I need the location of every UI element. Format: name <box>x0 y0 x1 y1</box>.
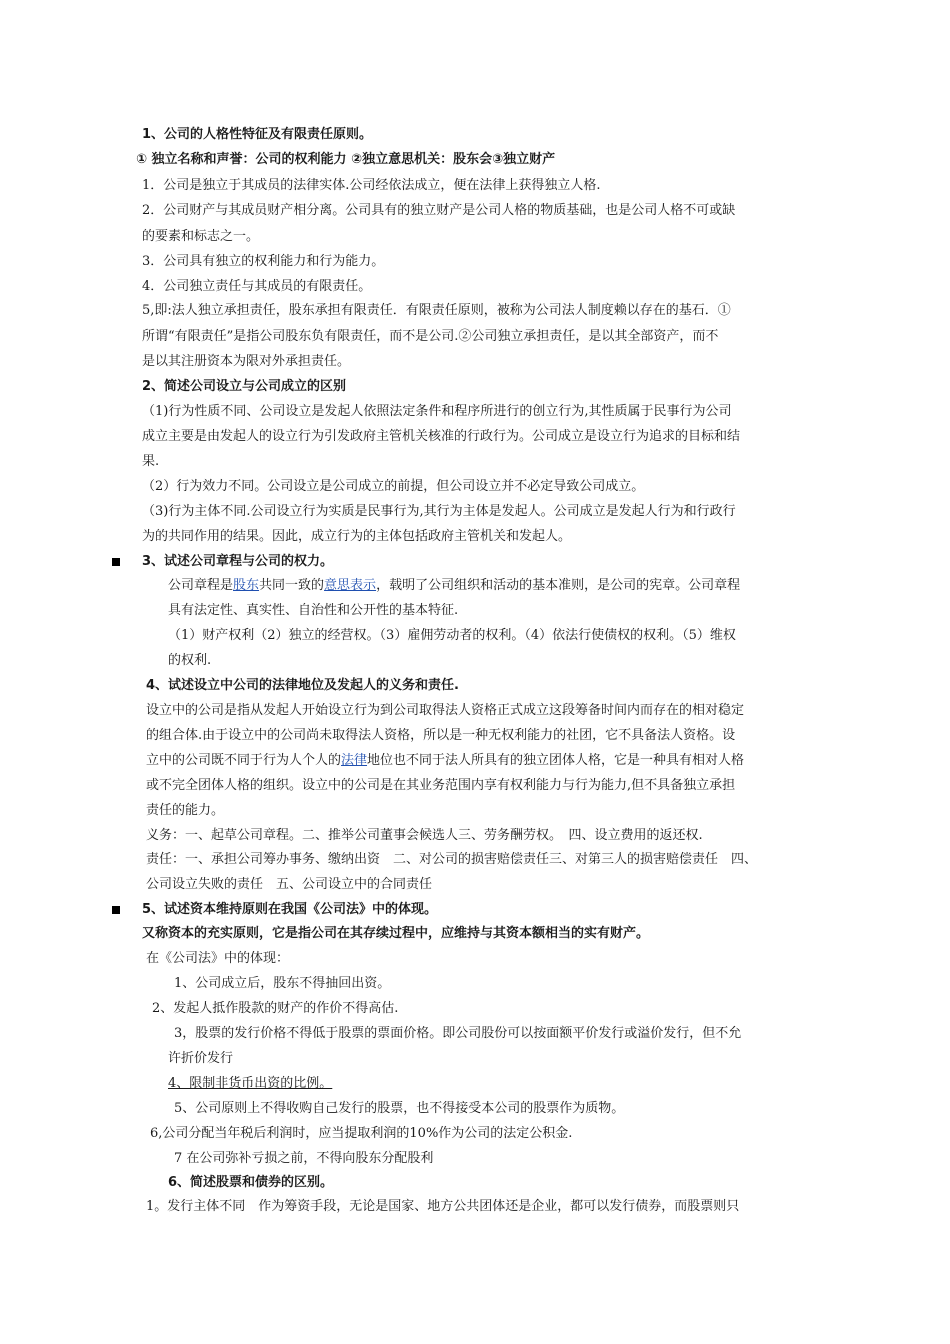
section-4-title: 4、试述设立中公司的法律地位及发起人的义务和责任. <box>146 678 459 693</box>
list-item: 6,公司分配当年税后利润时，应当提取利润的10%作为公司的法定公积金. <box>150 1126 573 1141</box>
paragraph: （1）财产权利（2）独立的经营权。（3）雇佣劳动者的权利。（4）依法行使债权的权利。（5）维权 <box>168 628 736 643</box>
paragraph: 4．公司独立责任与其成员的有限责任。 <box>142 279 372 294</box>
link-expression-of-intent[interactable]: 意思表示 <box>324 578 377 593</box>
paragraph: 或不完全团体人格的组织。设立中的公司是在其业务范围内享有权利能力与行为能力,但不具备独立承担 <box>146 778 736 793</box>
paragraph: （2）行为效力不同。公司设立是公司成立的前提，但公司设立并不必定导致公司成立。 <box>142 479 645 494</box>
list-item: 2、发起人抵作股款的财产的作价不得高估. <box>152 1001 399 1016</box>
text: 共同一致的 <box>259 578 325 593</box>
list-item: 许折价发行 <box>168 1051 234 1066</box>
paragraph: 的组合体.由于设立中的公司尚未取得法人资格，所以是一种无权利能力的社团，它不具备法人资格。设 <box>146 728 736 743</box>
section-3-title: 3、试述公司章程与公司的权力。 <box>142 554 334 569</box>
paragraph: 所谓“有限责任”是指公司股东负有限责任，而不是公司.②公司独立承担责任，是以其全部资产，而不 <box>142 329 719 344</box>
list-item: 1、公司成立后，股东不得抽回出资。 <box>174 976 391 991</box>
section-1-title: 1、公司的人格性特征及有限责任原则。 <box>142 127 373 142</box>
paragraph: 义务：一、起草公司章程。二、推举公司董事会候选人三、劳务酬劳权。 四、设立费用的返还权. <box>146 828 703 843</box>
paragraph: 的权利. <box>168 653 212 668</box>
text: 地位也不同于法人所具有的独立团体人格，它是一种具有相对人格 <box>367 753 745 768</box>
paragraph: 2．公司财产与其成员财产相分离。公司具有的独立财产是公司人格的物质基础，也是公司人格不可或缺 <box>142 203 736 218</box>
list-item: 4、限制非货币出资的比例。 <box>168 1076 333 1091</box>
paragraph: 在《公司法》中的体现： <box>146 951 290 966</box>
bullet-icon <box>112 558 120 566</box>
paragraph: 责任：一、承担公司筹办事务、缴纳出资 二、对公司的损害赔偿责任三、对第三人的损害赔偿责任 四、 <box>146 852 758 867</box>
link-law[interactable]: 法律 <box>341 753 368 768</box>
section-1-subtitle: ① 独立名称和声誉：公司的权利能力 ②独立意思机关：股东会③独立财产 <box>136 152 556 167</box>
paragraph: 5,即:法人独立承担责任，股东承担有限责任．有限责任原则，被称为公司法人制度赖以存在的基石．① <box>142 303 731 318</box>
section-5-title: 5、试述资本维持原则在我国《公司法》中的体现。 <box>142 902 438 917</box>
paragraph: 是以其注册资本为限对外承担责任。 <box>142 354 351 369</box>
paragraph: 3．公司具有独立的权利能力和行为能力。 <box>142 254 385 269</box>
paragraph: 1．公司是独立于其成员的法律实体.公司经依法成立，便在法律上获得独立人格. <box>142 178 601 193</box>
paragraph: 为的共同作用的结果。因此，成立行为的主体包括政府主管机关和发起人。 <box>142 529 572 544</box>
list-item: 7 在公司弥补亏损之前，不得向股东分配股利 <box>174 1151 434 1166</box>
bullet-icon <box>112 906 120 914</box>
link-shareholder[interactable]: 股东 <box>233 578 260 593</box>
paragraph <box>146 752 744 770</box>
paragraph: 1。发行主体不同 作为筹资手段，无论是国家、地方公共团体还是企业，都可以发行债券，而股票则只 <box>146 1199 740 1214</box>
paragraph: （3)行为主体不同.公司设立行为实质是民事行为,其行为主体是发起人。公司成立是发起人行为和行政行 <box>142 504 736 519</box>
section-5-subtitle: 又称资本的充实原则，它是指公司在其存续过程中，应维持与其资本额相当的实有财产。 <box>142 926 650 941</box>
paragraph <box>168 577 740 595</box>
text: ，载明了公司组织和活动的基本准则，是公司的宪章。公司章程 <box>376 578 741 593</box>
paragraph: 责任的能力。 <box>146 803 225 818</box>
paragraph: （1)行为性质不同、公司设立是发起人依照法定条件和程序所进行的创立行为,其性质属于民事行为公司 <box>142 404 732 419</box>
paragraph: 公司设立失败的责任 五、公司设立中的合同责任 <box>146 877 433 892</box>
paragraph: 设立中的公司是指从发起人开始设立行为到公司取得法人资格正式成立这段筹备时间内而存在的相对稳定 <box>146 703 745 718</box>
list-item: 5、公司原则上不得收购自己发行的股票，也不得接受本公司的股票作为质物。 <box>174 1101 625 1116</box>
section-2-title: 2、简述公司设立与公司成立的区别 <box>142 379 347 394</box>
text: 公司章程是 <box>168 578 234 593</box>
paragraph: 成立主要是由发起人的设立行为引发政府主管机关核准的行政行为。公司成立是设立行为追求的目标和结 <box>142 429 741 444</box>
paragraph: 果. <box>142 454 160 469</box>
section-6-title: 6、简述股票和债券的区别。 <box>168 1175 334 1190</box>
paragraph: 具有法定性、真实性、自治性和公开性的基本特征. <box>168 603 459 618</box>
list-item: 3，股票的发行价格不得低于股票的票面价格。即公司股份可以按面额平价发行或溢价发行，但不允 <box>174 1026 742 1041</box>
paragraph: 的要素和标志之一。 <box>142 229 260 244</box>
text: 立中的公司既不同于行为人个人的 <box>146 753 342 768</box>
